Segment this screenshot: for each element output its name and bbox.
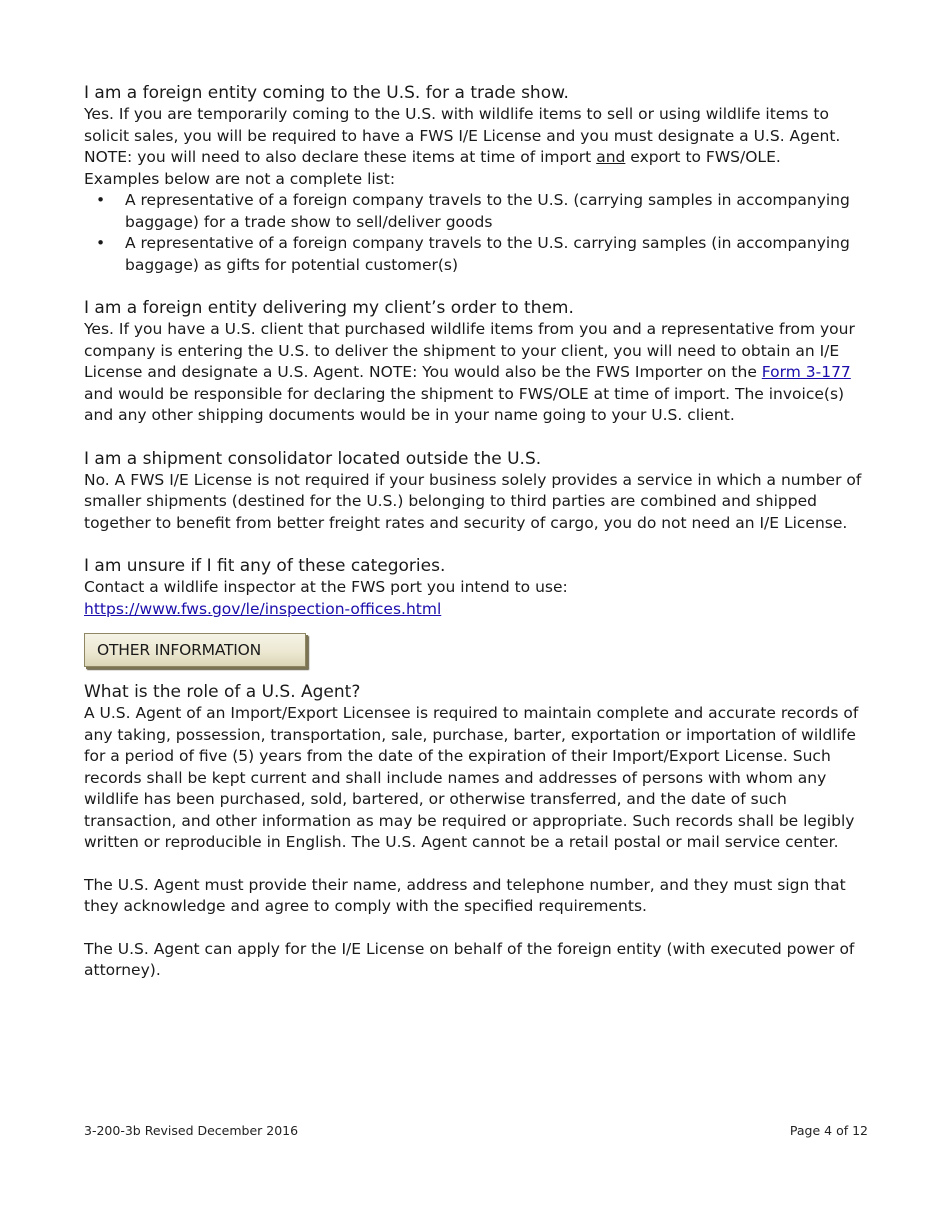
- consolidator-answer: No. A FWS I/E License is not required if your business solely provides a service in which a number of smaller shipments (destined for the U.S.) belonging to third parties are combined and shipped together to benefit from better freight rates and security of cargo, you do not need an I/E License.: [84, 470, 862, 532]
- other-information-banner: [84, 633, 306, 667]
- consolidator-heading: I am a shipment consolidator located outside the U.S.: [84, 448, 542, 469]
- page-number: Page 4 of 12: [789, 1123, 868, 1138]
- bullet-icon: •: [96, 191, 106, 209]
- examples-intro: Examples below are not a complete list:: [84, 169, 396, 188]
- trade-show-answer: Yes. If you are temporarily coming to the U.S. with wildlife items to sell or using wildlife items to solicit sales, you will be required to have a FWS I/E License and you must designate a U.S. Agent. NOTE: you will need to also declare these items at time of import and export to FWS/OLE.: [84, 105, 841, 166]
- agent-role-para-1: A U.S. Agent of an Import/Export Licensee is required to maintain complete and accurate records of any taking, possession, transportation, sale, purchase, barter, exportation or importation of wildlife for a period of five (5) years from the date of the expiration of their Import/Export License. Such records shall be kept current and shall include names and addresses of persons with whom any wildlife has been purchased, sold, bartered, or otherwise transferred, and the date of such transaction, and other information as may be required or appropriate. Such records shall be legibly written or reproducible in English. The U.S. Agent cannot be a retail postal or mail service center.: [84, 704, 859, 851]
- document-page: [84, 82, 868, 982]
- form-revision: 3-200-3b Revised December 2016: [84, 1123, 299, 1138]
- delivering-answer: Yes. If you have a U.S. client that purchased wildlife items from you and a representative from your company is entering the U.S. to deliver the shipment to your client, you will need to obtain an I/E License and designate a U.S. Agent. NOTE: You would also be the FWS Importer on the Form 3-177 and would be responsible for declaring the shipment to FWS/OLE at time of import. The invoice(s) and any other shipping documents would be in your name going to your U.S. client.: [84, 320, 855, 424]
- trade-show-heading: I am a foreign entity coming to the U.S. for a trade show.: [84, 83, 569, 103]
- section-banner-label: OTHER INFORMATION: [84, 633, 306, 667]
- agent-role-para-3: The U.S. Agent can apply for the I/E License on behalf of the foreign entity (with executed power of attorney).: [84, 939, 855, 979]
- inspection-offices-link-row: [84, 599, 868, 621]
- unsure-heading: I am unsure if I fit any of these categories.: [84, 556, 446, 576]
- list-item: • A representative of a foreign company travels to the U.S. (carrying samples in accompanying baggage) for a trade show to sell/deliver goods: [96, 191, 850, 231]
- inspection-offices-link[interactable]: https://www.fws.gov/le/inspection-offices.html: [84, 599, 442, 618]
- list-item: • A representative of a foreign company travels to the U.S. carrying samples (in accompanying baggage) as gifts for potential customer(s): [96, 234, 850, 274]
- agent-role-heading: What is the role of a U.S. Agent?: [84, 682, 361, 702]
- agent-role-para-2: The U.S. Agent must provide their name, address and telephone number, and they must sign that they acknowledge and agree to comply with the specified requirements.: [84, 875, 846, 915]
- delivering-heading: I am a foreign entity delivering my client’s order to them.: [84, 298, 574, 318]
- emphasis-and: and: [596, 148, 626, 166]
- examples-list: [84, 190, 868, 276]
- bullet-icon: •: [96, 234, 106, 252]
- form-3-177-link[interactable]: Form 3-177: [761, 363, 851, 381]
- unsure-answer: Contact a wildlife inspector at the FWS port you intend to use:: [84, 578, 568, 596]
